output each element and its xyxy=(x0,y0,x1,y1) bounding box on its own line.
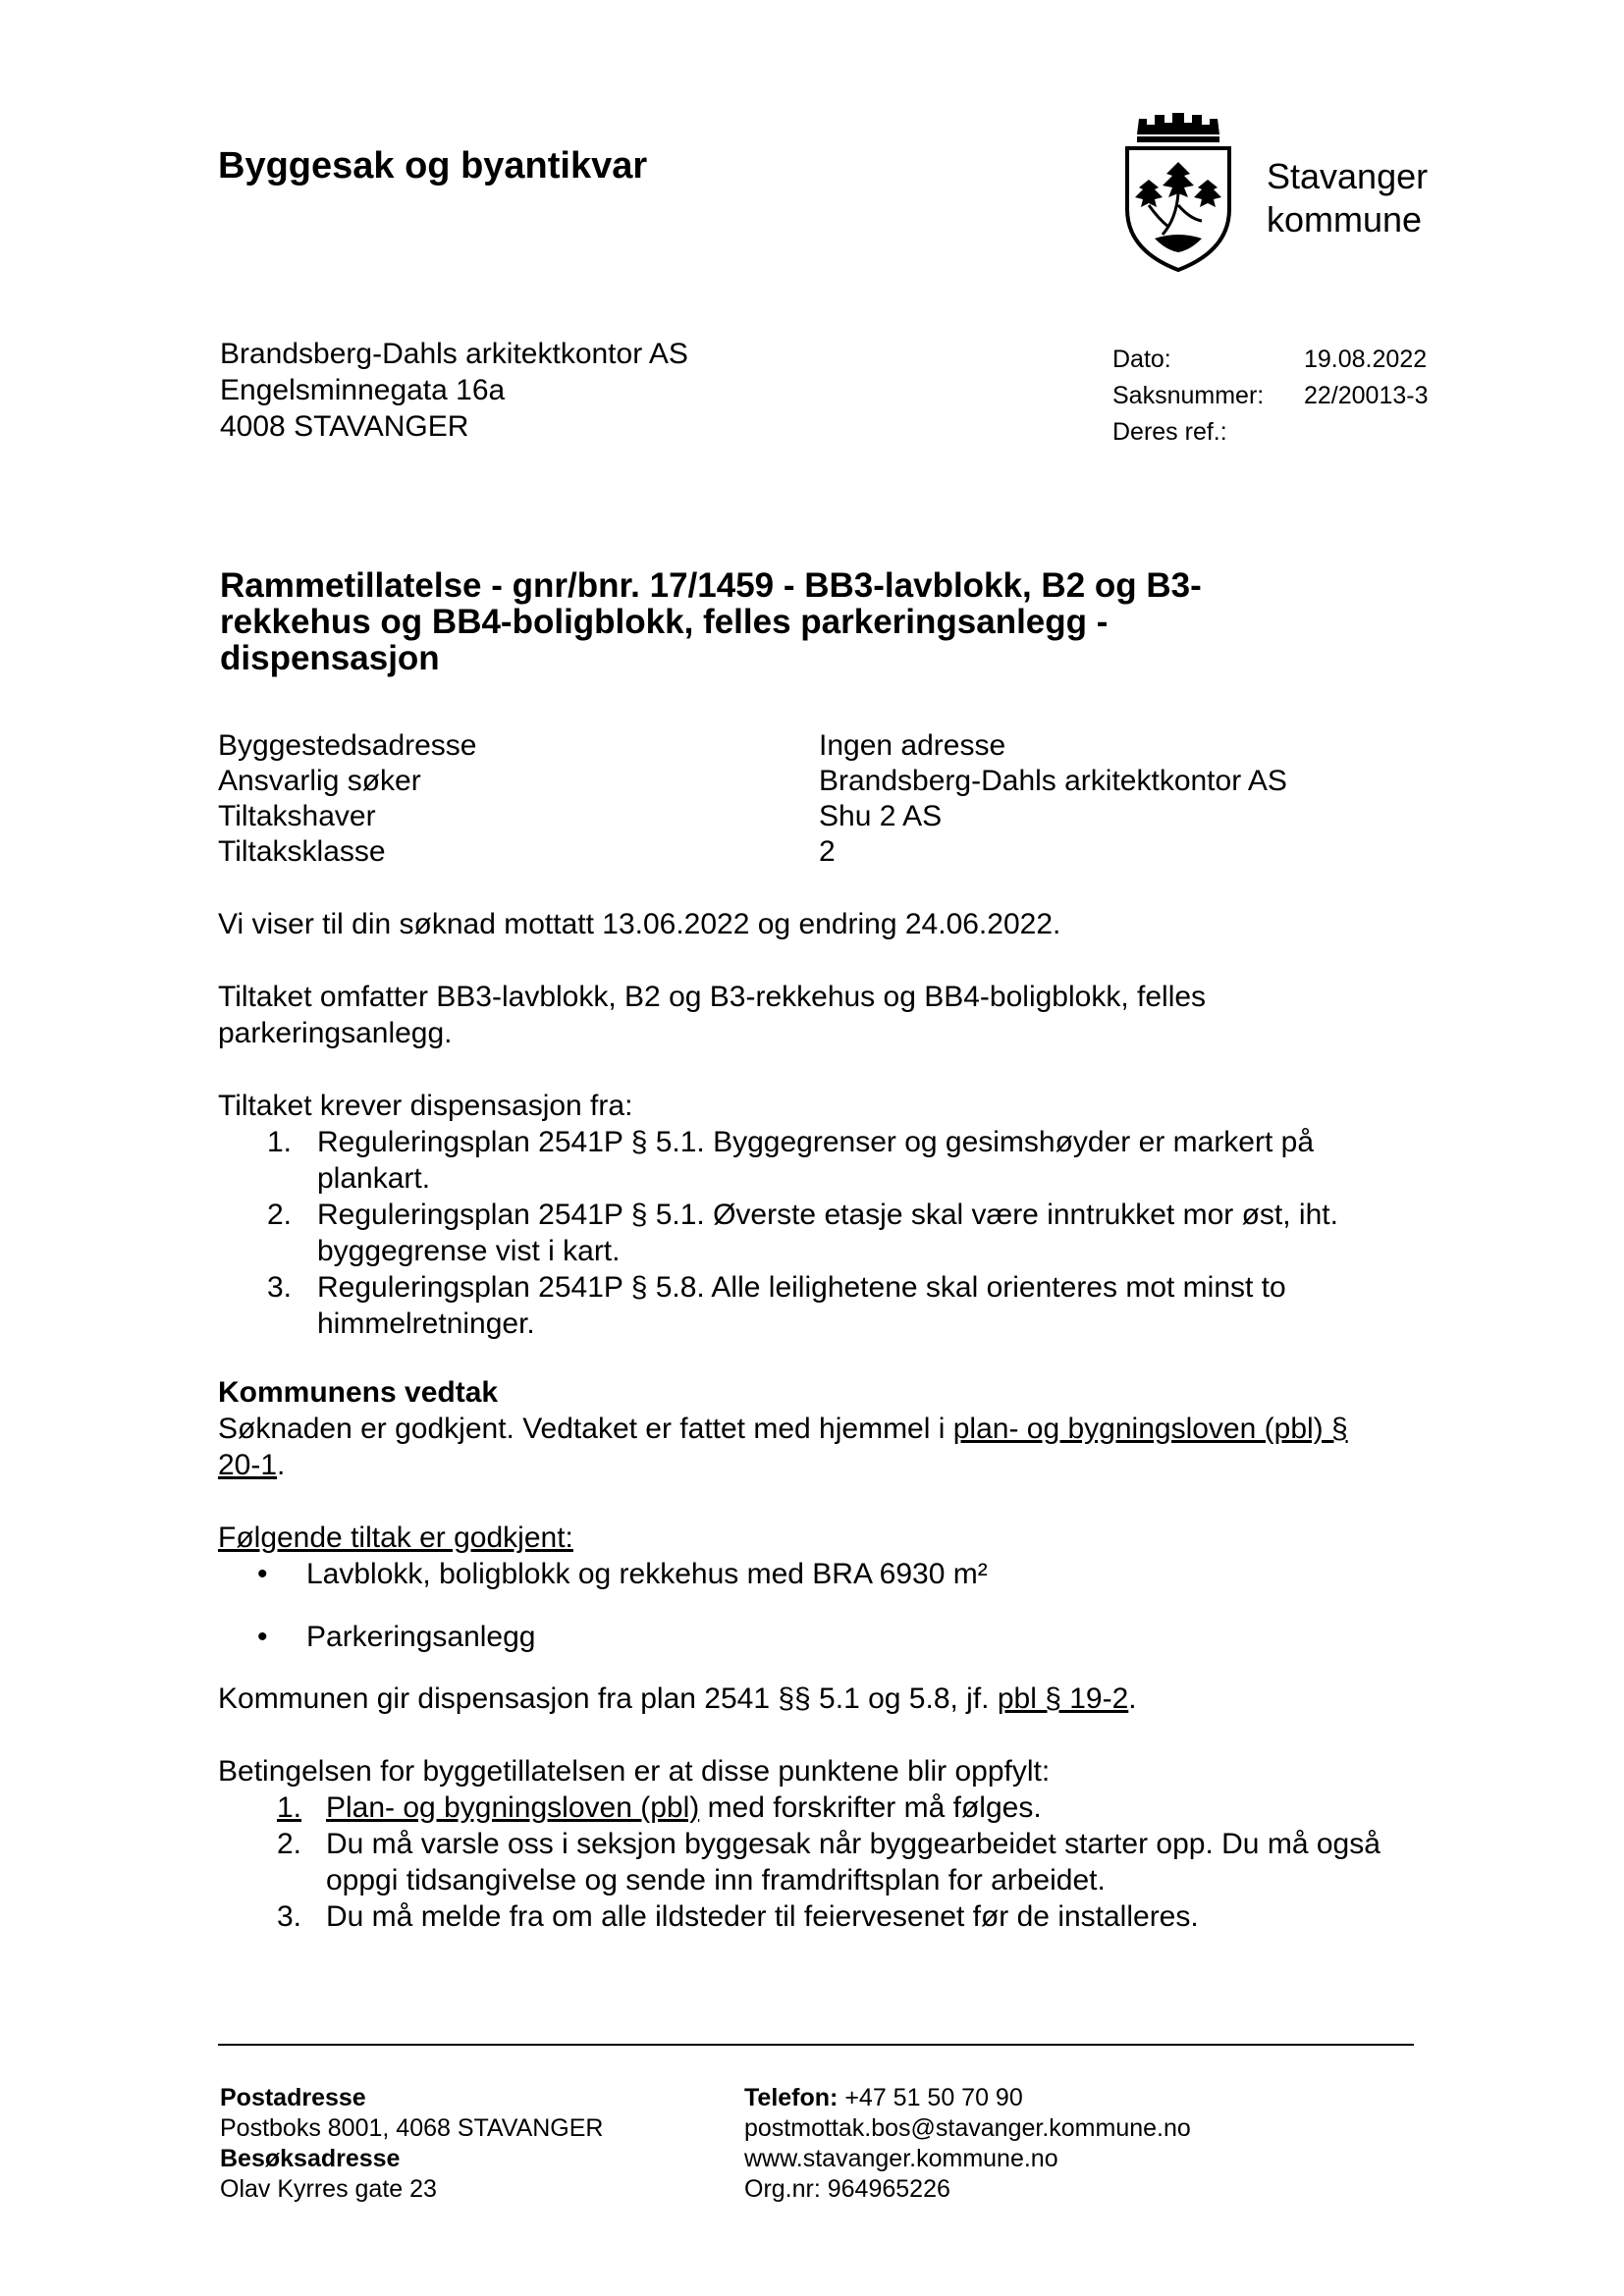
info-value: Brandsberg-Dahls arkitektkontor AS xyxy=(819,765,1287,797)
dispensation-heading: Tiltaket krever dispensasjon fra: xyxy=(218,1090,633,1122)
condition-text: med forskrifter må følges. xyxy=(699,1791,1042,1824)
postal-address-heading: Postadresse xyxy=(220,2084,366,2111)
list-item-line-1: Reguleringsplan 2541P § 5.1. Byggegrenser og gesimshøyder er markert på xyxy=(317,1126,1315,1158)
list-item-line-1: Reguleringsplan 2541P § 5.8. Alle leilighetene skal orienteres mot minst to xyxy=(317,1271,1286,1304)
pbl-19-2-link[interactable]: pbl § 19-2 xyxy=(997,1682,1129,1715)
meta-row-case-number xyxy=(1112,378,1429,414)
list-number: 1. xyxy=(267,1126,293,1158)
pbl-link-part-1[interactable]: plan- og bygningsloven (pbl) § xyxy=(952,1413,1348,1445)
phone-line xyxy=(744,2083,1191,2113)
recipient-address xyxy=(220,336,688,445)
case-number-label: Saksnummer: xyxy=(1112,382,1265,409)
scope-paragraph xyxy=(218,979,1435,1051)
letter-title xyxy=(220,567,1349,676)
logo-line-1: Stavanger xyxy=(1267,156,1429,196)
list-item xyxy=(218,1197,1435,1269)
info-value: 2 xyxy=(819,835,836,868)
visiting-address: Olav Kyrres gate 23 xyxy=(220,2175,437,2203)
dispensation-list xyxy=(218,1124,1435,1342)
email-address: postmottak.bos@stavanger.kommune.no xyxy=(744,2114,1191,2142)
conditions-heading: Betingelsen for byggetillatelsen er at disse punktene blir oppfylt: xyxy=(218,1755,1051,1788)
info-row xyxy=(218,834,1287,870)
list-number: 3. xyxy=(267,1271,293,1304)
condition-line-2: oppgi tidsangivelse og sende inn framdriftsplan for arbeidet. xyxy=(326,1864,1106,1896)
decision-paragraph xyxy=(218,1411,1435,1483)
your-ref-label: Deres ref.: xyxy=(1112,418,1227,446)
department-title: Byggesak og byantikvar xyxy=(218,145,648,187)
bullet-item: • Parkeringsanlegg xyxy=(218,1619,1435,1655)
info-label: Tiltaksklasse xyxy=(218,835,386,868)
info-row xyxy=(218,764,1287,799)
postal-address: Postboks 8001, 4068 STAVANGER xyxy=(220,2114,604,2142)
info-label: Byggestedsadresse xyxy=(218,729,477,762)
logo-wordmark xyxy=(1267,155,1428,241)
list-item-line-1: Reguleringsplan 2541P § 5.1. Øverste etasje skal være inntrukket mor øst, iht. xyxy=(317,1199,1338,1231)
list-item-line-2: plankart. xyxy=(317,1162,431,1195)
list-item-line-2: himmelretninger. xyxy=(317,1308,535,1340)
date-value: 19.08.2022 xyxy=(1304,346,1428,373)
logo-line-2: kommune xyxy=(1267,199,1423,240)
recipient-name: Brandsberg-Dahls arkitektkontor AS xyxy=(220,338,688,370)
org-number: Org.nr: 964965226 xyxy=(744,2175,950,2203)
meta-row-date xyxy=(1112,342,1429,378)
list-item xyxy=(218,1269,1435,1342)
scope-line-2: parkeringsanlegg. xyxy=(218,1017,453,1049)
footer-contact xyxy=(744,2083,1191,2205)
date-label: Dato: xyxy=(1112,346,1171,373)
list-number: 2. xyxy=(267,1199,293,1231)
case-number-value: 22/20013-3 xyxy=(1304,382,1429,409)
footer-divider xyxy=(218,2044,1414,2046)
footer-addresses xyxy=(220,2083,603,2205)
recipient-street: Engelsminnegata 16a xyxy=(220,374,506,406)
condition-line-1: Du må melde fra om alle ildsteder til feiervesenet før de installeres. xyxy=(326,1900,1199,1933)
approved-heading: Følgende tiltak er godkjent: xyxy=(218,1522,573,1554)
recipient-city: 4008 STAVANGER xyxy=(220,410,469,443)
list-item xyxy=(218,1124,1435,1197)
intro-paragraph: Vi viser til din søknad mottatt 13.06.2022 og endring 24.06.2022. xyxy=(218,908,1061,940)
decision-text-end: . xyxy=(277,1449,286,1481)
title-line-3: dispensasjon xyxy=(220,639,440,677)
info-row xyxy=(218,799,1287,834)
info-label: Tiltakshaver xyxy=(218,800,376,832)
visiting-address-heading: Besøksadresse xyxy=(220,2145,401,2172)
info-row xyxy=(218,728,1287,764)
approved-list xyxy=(218,1556,1435,1655)
letter-metadata xyxy=(1112,342,1429,451)
conditions-list xyxy=(218,1789,1435,1935)
dispensation-given-end: . xyxy=(1128,1682,1137,1715)
list-item-line-2: byggegrense vist i kart. xyxy=(317,1235,621,1267)
meta-row-your-ref xyxy=(1112,414,1429,451)
website: www.stavanger.kommune.no xyxy=(744,2145,1058,2172)
list-item xyxy=(218,1898,1435,1935)
condition-line-1: Du må varsle oss i seksjon byggesak når byggearbeidet starter opp. Du må også xyxy=(326,1828,1380,1860)
list-item xyxy=(218,1826,1435,1898)
info-value: Shu 2 AS xyxy=(819,800,943,832)
scope-line-1: Tiltaket omfatter BB3-lavblokk, B2 og B3-rekkehus og BB4-boligblokk, felles xyxy=(218,981,1207,1013)
case-info-table xyxy=(218,728,1287,870)
list-number: 2. xyxy=(277,1828,302,1860)
dispensation-given-paragraph xyxy=(218,1681,1435,1717)
list-number: 3. xyxy=(277,1900,302,1933)
title-line-2: rekkehus og BB4-boligblokk, felles parkeringsanlegg - xyxy=(220,603,1109,641)
dispensation-given-text: Kommunen gir dispensasjon fra plan 2541 §§ 5.1 og 5.8, jf. xyxy=(218,1682,998,1715)
bullet-item: • Lavblokk, boligblokk og rekkehus med BRA 6930 m² xyxy=(218,1556,1435,1592)
list-number[interactable]: 1. xyxy=(277,1791,302,1824)
pbl-link[interactable]: Plan- og bygningsloven (pbl) xyxy=(326,1791,700,1824)
pbl-link-part-2[interactable]: 20-1 xyxy=(218,1449,278,1481)
title-line-1: Rammetillatelse - gnr/bnr. 17/1459 - BB3-lavblokk, B2 og B3- xyxy=(220,566,1202,605)
info-value: Ingen adresse xyxy=(819,729,1006,762)
list-item xyxy=(218,1789,1435,1826)
phone-label: Telefon: xyxy=(744,2084,839,2111)
info-label: Ansvarlig søker xyxy=(218,765,421,797)
letter-body xyxy=(218,906,1435,1935)
stavanger-coat-of-arms-logo xyxy=(1119,111,1237,273)
decision-heading: Kommunens vedtak xyxy=(218,1376,499,1409)
decision-text: Søknaden er godkjent. Vedtaket er fattet med hjemmel i xyxy=(218,1413,953,1445)
phone-number: +47 51 50 70 90 xyxy=(838,2084,1023,2111)
